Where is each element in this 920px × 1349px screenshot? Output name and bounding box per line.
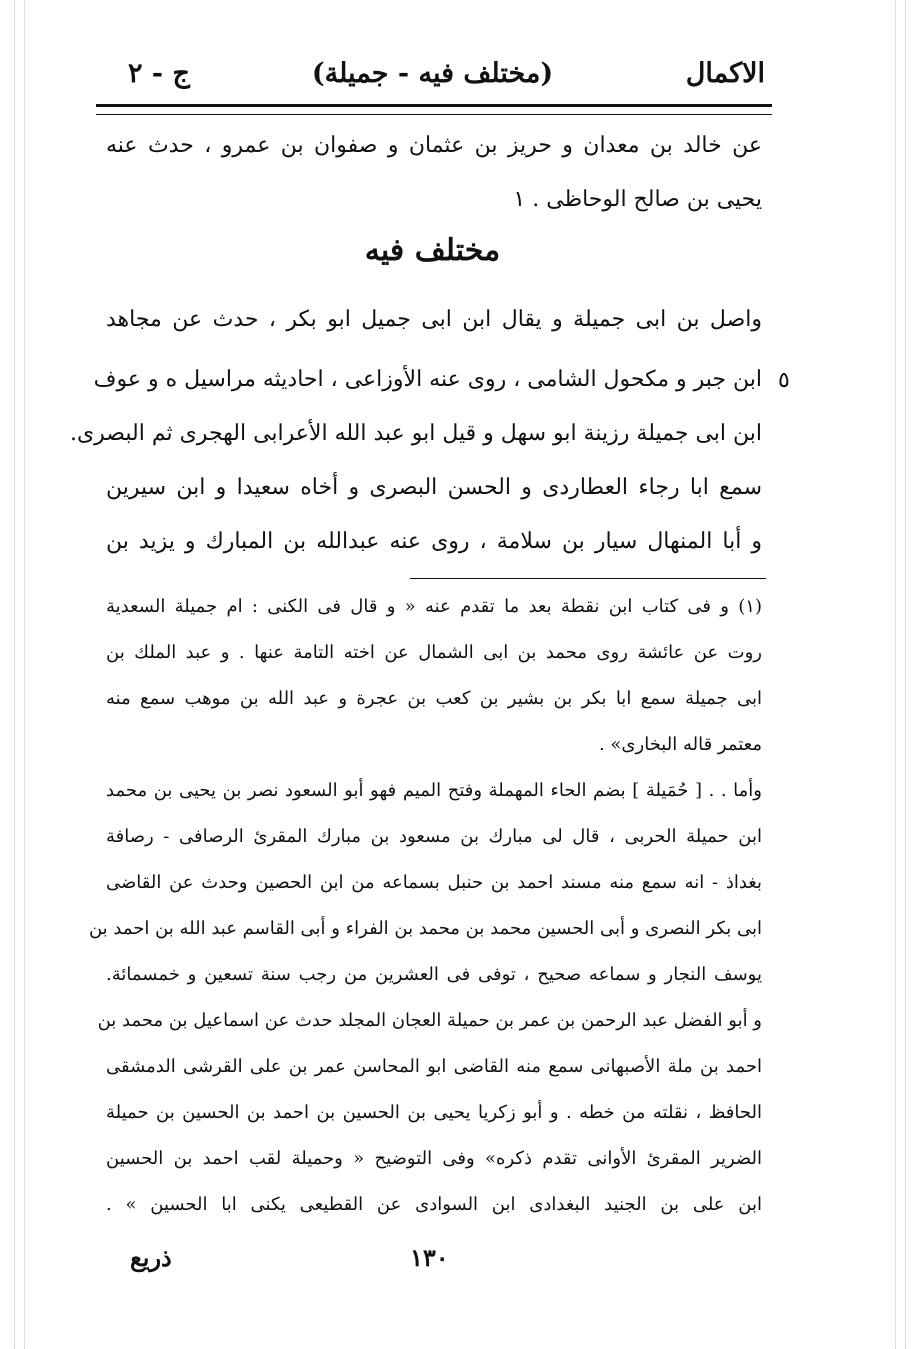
header-rule-thin [96,114,772,115]
footnote-line: معتمر قاله البخارى» . [598,734,762,755]
footnote-line: يوسف النجار و سماعه صحيح ، توفى فى العشرين من رجب سنة تسعين و خمسمائة. [106,964,762,985]
text-line: واصل بن ابى جميلة و يقال ابن ابى جميل ابو بكر ، حدث عن مجاهد [106,307,762,332]
footnote-line: ابن حميلة الحربى ، قال لى مبارك بن مسعود بن مبارك المقرئ الرصافى - رصافة [106,826,762,847]
footnote-line: ابى بكر النصرى و أبى الحسين محمد بن محمد بن الفراء و أبى القاسم عبد الله بن احمد بن [88,918,762,939]
text-line: ابن ابى جميلة رزينة ابو سهل و قيل ابو عبد الله الأعرابى الهجرى ثم البصرى. [69,421,762,446]
footnote-line: بغداذ - انه سمع منه مسند احمد بن حنبل بسماعه من ابن الحصين وحدث عن القاضى [106,872,762,893]
margin-dotted-line [14,0,15,1349]
book-title: الاكمال [685,58,765,89]
running-header [100,56,765,96]
footnote-line: ابن على بن الجنيد البغدادى ابن السوادى عن القطيعى يكنى ابا الحسين » . [106,1194,762,1215]
margin-dotted-line [905,0,906,1349]
footnote-line: الحافظ ، نقلته من خطه . و أبو زكريا يحيى بن الحسين بن احمد بن الحسين بن حميلة [106,1102,762,1123]
page-number: ١٣٠ [410,1243,449,1272]
margin-dotted-line [24,0,25,1349]
catchword: ذريع [130,1243,172,1272]
footnote-line: وأما . . [ حُمَيلة ] بضم الحاء المهملة وفتح الميم فهو أبو السعود نصر بن يحيى بن محمد [106,780,762,801]
footnote-line: احمد بن ملة الأصبهانى سمع منه القاضى ابو المحاسن عمر بن على القرشى الدمشقى [106,1056,763,1077]
footnote-line: و أبو الفضل عبد الرحمن بن عمر بن حميلة العجان المجلد حدث عن اسماعيل بن محمد بن [97,1010,762,1031]
footnote-line: الضرير المقرئ الأوانى تقدم ذكره» وفى التوضيح « وحميلة لقب احمد بن الحسين [106,1148,762,1169]
footnote-rule [410,578,766,579]
text-line: سمع ابا رجاء العطاردى و الحسن البصرى و أخاه سعيدا و ابن سيرين [106,475,762,500]
header-rule-thick [96,104,772,107]
margin-dotted-line [895,0,896,1349]
footnote-line: (١) و فى كتاب ابن نقطة بعد ما تقدم عنه « و قال فى الكنى : ام جميلة السعدية [106,596,762,617]
text-line: و أبا المنهال سيار بن سلامة ، روى عنه عبدالله بن المبارك و يزيد بن [106,529,762,554]
text-line: ابن جبر و مكحول الشامى ، روى عنه الأوزاعى ، احاديثه مراسيل ه و عوف [93,367,762,392]
text-line: عن خالد بن معدان و حريز بن عثمان و صفوان بن عمرو ، حدث عنه [106,133,762,158]
footnote-line: ابى جميلة سمع ابا بكر بن بشير بن كعب بن عجرة و عبد الله بن موهب سمع منه [106,688,762,709]
text-line: يحيى بن صالح الوحاظى . ١ [513,187,762,212]
section-title: مختلف فيه [364,233,501,268]
footnote-line: روت عن عائشة روى محمد بن ابى الشمال عن اخته التامة عنها . و عبد الملك بن [106,642,762,663]
volume-label: ج - ٢ [128,58,190,89]
line-number: ٥ [778,368,790,393]
section-range: (مختلف فيه - جميلة) [311,58,554,89]
